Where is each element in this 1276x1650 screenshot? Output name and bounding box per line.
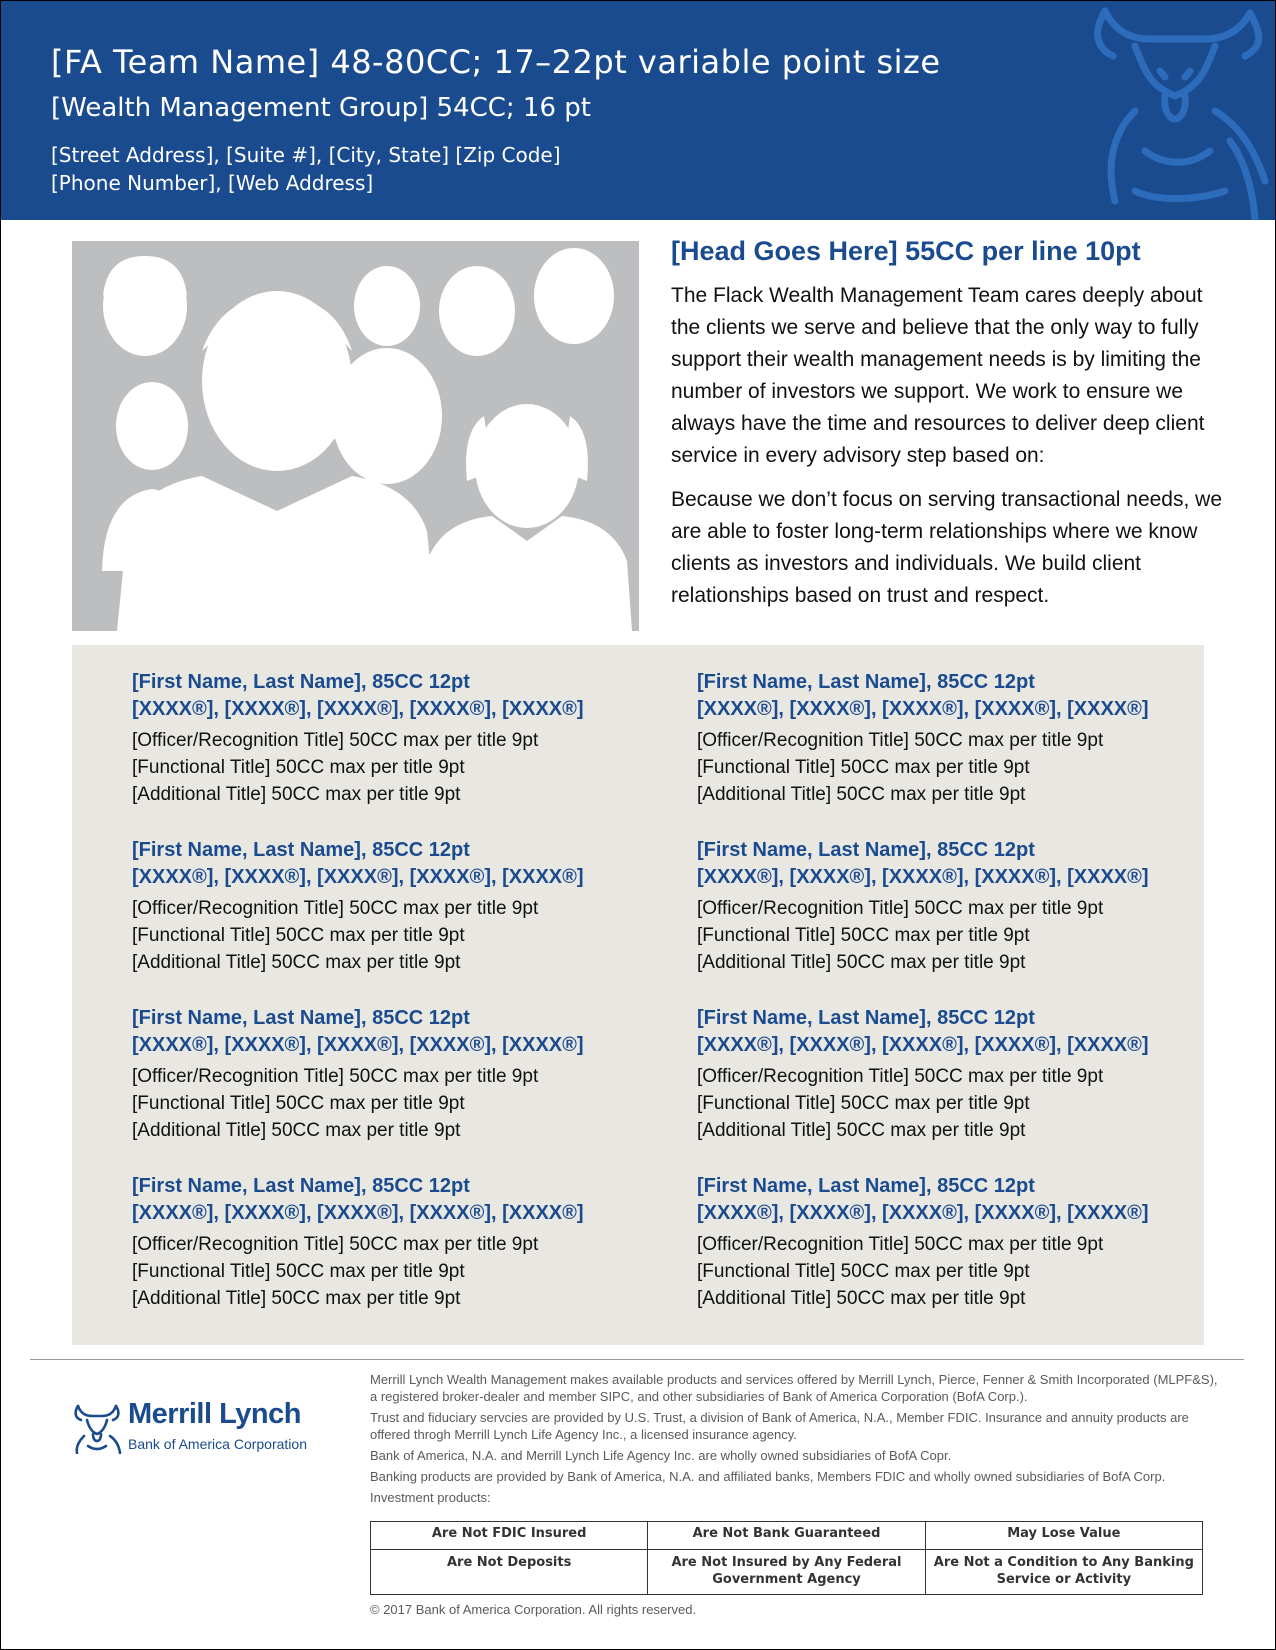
intro-paragraph: The Flack Wealth Management Team cares deeply about the clients we serve and believe that the only way to fully support their wealth management needs is by limiting the number of investors we support. We work to ensure we always have the time and resources to deliver deep client service in every advisory step based on: <box>671 284 1205 467</box>
team-member-card <box>132 1173 632 1312</box>
member-additional-title: [Additional Title] 50CC max per title 9pt <box>697 1288 1026 1309</box>
member-credentials: [XXXX®], [XXXX®], [XXXX®], [XXXX®], [XXXX®] <box>697 1202 1149 1224</box>
team-member-card <box>697 669 1197 808</box>
member-name: [First Name, Last Name], 85CC 12pt <box>697 839 1035 861</box>
member-additional-title: [Additional Title] 50CC max per title 9pt <box>697 1120 1026 1141</box>
intro-heading: [Head Goes Here] 55CC per line 10pt <box>671 236 1141 266</box>
member-additional-title: [Additional Title] 50CC max per title 9pt <box>132 784 461 805</box>
member-name: [First Name, Last Name], 85CC 12pt <box>132 671 470 693</box>
disclaimer-paragraph: Investment products: <box>370 1490 491 1505</box>
member-officer-title: [Officer/Recognition Title] 50CC max per title 9pt <box>697 1066 1104 1087</box>
team-member-card <box>132 837 632 976</box>
member-name: [First Name, Last Name], 85CC 12pt <box>132 1175 470 1197</box>
member-credentials: [XXXX®], [XXXX®], [XXXX®], [XXXX®], [XXXX®] <box>697 698 1149 720</box>
member-credentials: [XXXX®], [XXXX®], [XXXX®], [XXXX®], [XXXX®] <box>132 1202 584 1224</box>
member-functional-title: [Functional Title] 50CC max per title 9pt <box>132 1093 465 1114</box>
copyright-notice: © 2017 Bank of America Corporation. All rights reserved. <box>370 1602 697 1617</box>
member-officer-title: [Officer/Recognition Title] 50CC max per title 9pt <box>697 1234 1104 1255</box>
member-additional-title: [Additional Title] 50CC max per title 9pt <box>132 952 461 973</box>
member-functional-title: [Functional Title] 50CC max per title 9pt <box>697 1093 1030 1114</box>
brand-tagline: Bank of America Corporation <box>128 1436 307 1452</box>
disclaimer-paragraph: Banking products are provided by Bank of America, N.A. and affiliated banks, Members FDIC and wholly owned subsidiaries of BofA Corp. <box>370 1469 1166 1484</box>
member-officer-title: [Officer/Recognition Title] 50CC max per title 9pt <box>697 730 1104 751</box>
member-name: [First Name, Last Name], 85CC 12pt <box>697 671 1035 693</box>
intro-body <box>671 280 1236 624</box>
bull-watermark-icon <box>1075 1 1275 220</box>
member-credentials: [XXXX®], [XXXX®], [XXXX®], [XXXX®], [XXXX®] <box>132 866 584 888</box>
member-officer-title: [Officer/Recognition Title] 50CC max per title 9pt <box>697 898 1104 919</box>
member-officer-title: [Officer/Recognition Title] 50CC max per title 9pt <box>132 898 539 919</box>
member-credentials: [XXXX®], [XXXX®], [XXXX®], [XXXX®], [XXXX®] <box>132 1034 584 1056</box>
team-member-card <box>697 837 1197 976</box>
team-member-card <box>697 1005 1197 1144</box>
member-additional-title: [Additional Title] 50CC max per title 9pt <box>132 1120 461 1141</box>
header-banner <box>1 1 1275 220</box>
brand-name: Merrill Lynch <box>128 1398 301 1430</box>
table-row <box>371 1522 1203 1550</box>
table-row <box>371 1550 1203 1595</box>
table-cell: May Lose Value <box>925 1522 1202 1550</box>
member-functional-title: [Functional Title] 50CC max per title 9pt <box>697 757 1030 778</box>
disclaimer-paragraph: Merrill Lynch Wealth Management makes available products and services offered by Merrill Lynch, Pierce, Fenner & Smith Incorporated (MLPF&S), a registered broker-dealer and member SIPC, and other subsidiaries of Bank of America Corporation (BofA Corp.). <box>370 1372 1218 1404</box>
member-credentials: [XXXX®], [XXXX®], [XXXX®], [XXXX®], [XXXX®] <box>697 866 1149 888</box>
intro-paragraph: Because we don’t focus on serving transactional needs, we are able to foster long-term relationships where we know clients as investors and individuals. We build client relationships based on trust and respect. <box>671 488 1222 607</box>
member-functional-title: [Functional Title] 50CC max per title 9pt <box>697 925 1030 946</box>
member-functional-title: [Functional Title] 50CC max per title 9pt <box>132 757 465 778</box>
address-line: [Street Address], [Suite #], [City, State] [Zip Code] <box>51 143 561 167</box>
member-officer-title: [Officer/Recognition Title] 50CC max per title 9pt <box>132 1066 539 1087</box>
member-additional-title: [Additional Title] 50CC max per title 9pt <box>697 784 1026 805</box>
table-cell: Are Not Bank Guaranteed <box>648 1522 925 1550</box>
investment-products-table <box>370 1521 1203 1595</box>
member-credentials: [XXXX®], [XXXX®], [XXXX®], [XXXX®], [XXXX®] <box>132 698 584 720</box>
member-name: [First Name, Last Name], 85CC 12pt <box>132 839 470 861</box>
legal-disclaimer <box>370 1371 1220 1510</box>
team-member-card <box>132 1005 632 1144</box>
disclaimer-paragraph: Bank of America, N.A. and Merrill Lynch Life Agency Inc. are wholly owned subsidiaries of BofA Copr. <box>370 1448 952 1463</box>
table-cell: Are Not FDIC Insured <box>371 1522 648 1550</box>
team-members-panel <box>72 645 1204 1345</box>
team-member-card <box>697 1173 1197 1312</box>
member-officer-title: [Officer/Recognition Title] 50CC max per title 9pt <box>132 1234 539 1255</box>
bull-icon <box>72 1400 122 1454</box>
member-functional-title: [Functional Title] 50CC max per title 9pt <box>697 1261 1030 1282</box>
team-member-card <box>132 669 632 808</box>
table-cell: Are Not Insured by Any Federal Government Agency <box>648 1550 925 1595</box>
people-silhouettes-icon <box>72 241 639 631</box>
member-name: [First Name, Last Name], 85CC 12pt <box>697 1175 1035 1197</box>
member-additional-title: [Additional Title] 50CC max per title 9pt <box>132 1288 461 1309</box>
member-additional-title: [Additional Title] 50CC max per title 9pt <box>697 952 1026 973</box>
member-name: [First Name, Last Name], 85CC 12pt <box>132 1007 470 1029</box>
disclaimer-paragraph: Trust and fiduciary servcies are provided by U.S. Trust, a division of Bank of America, N.A., Member FDIC. Insurance and annuity products are offered throgh Merrill Lynch Life Agency Inc., a licensed insurance agency. <box>370 1410 1189 1442</box>
team-name-title: [FA Team Name] 48-80CC; 17–22pt variable point size <box>51 43 941 81</box>
address-block <box>51 141 561 197</box>
member-functional-title: [Functional Title] 50CC max per title 9pt <box>132 925 465 946</box>
member-name: [First Name, Last Name], 85CC 12pt <box>697 1007 1035 1029</box>
member-functional-title: [Functional Title] 50CC max per title 9pt <box>132 1261 465 1282</box>
team-photo-placeholder <box>72 241 639 631</box>
contact-line: [Phone Number], [Web Address] <box>51 171 374 195</box>
group-subtitle: [Wealth Management Group] 54CC; 16 pt <box>51 93 591 123</box>
merrill-lynch-logo <box>72 1398 332 1458</box>
member-officer-title: [Officer/Recognition Title] 50CC max per title 9pt <box>132 730 539 751</box>
footer-divider <box>30 1359 1244 1360</box>
member-credentials: [XXXX®], [XXXX®], [XXXX®], [XXXX®], [XXXX®] <box>697 1034 1149 1056</box>
table-cell: Are Not Deposits <box>371 1550 648 1595</box>
table-cell: Are Not a Condition to Any Banking Service or Activity <box>925 1550 1202 1595</box>
